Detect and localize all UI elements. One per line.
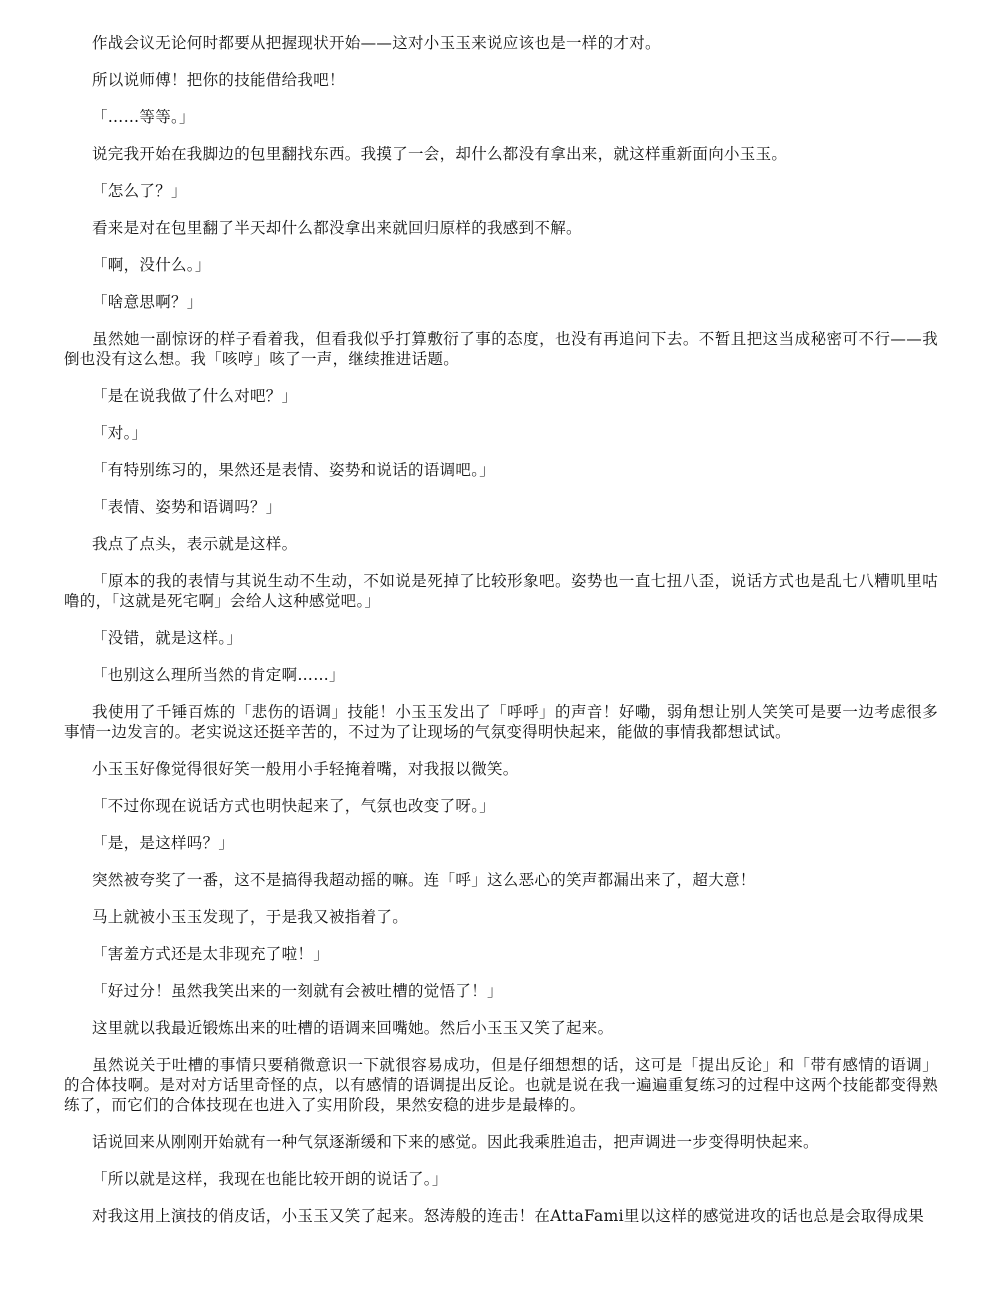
paragraph: 「原本的我的表情与其说生动不生动，不如说是死掉了比较形象吧。姿势也一直七扭八歪，说话方式也是乱七八糟叽里咕噜的，「这就是死宅啊」会给人这种感觉吧。」 bbox=[64, 572, 938, 610]
paragraph: 「是在说我做了什么对吧？」 bbox=[92, 387, 298, 405]
paragraph: 话说回来从刚刚开始就有一种气氛逐渐缓和下来的感觉。因此我乘胜追击，把声调进一步变得明快起来。 bbox=[92, 1133, 819, 1151]
paragraph: 「所以就是这样，我现在也能比较开朗的说话了。」 bbox=[92, 1170, 448, 1188]
paragraph: 「有特别练习的，果然还是表情、姿势和说话的语调吧。」 bbox=[92, 461, 496, 479]
paragraph: 马上就被小玉玉发现了，于是我又被指着了。 bbox=[92, 908, 409, 926]
paragraph: 这里就以我最近锻炼出来的吐槽的语调来回嘴她。然后小玉玉又笑了起来。 bbox=[92, 1019, 614, 1037]
paragraph: 「没错，就是这样。」 bbox=[92, 629, 243, 647]
paragraph: 看来是对在包里翻了半天却什么都没拿出来就回归原样的我感到不解。 bbox=[92, 219, 582, 237]
paragraph: 小玉玉好像觉得很好笑一般用小手轻掩着嘴，对我报以微笑。 bbox=[92, 760, 519, 778]
paragraph: 「好过分！虽然我笑出来的一刻就有会被吐槽的觉悟了！」 bbox=[92, 982, 503, 1000]
paragraph: 「啊，没什么。」 bbox=[92, 256, 211, 274]
paragraph: 「表情、姿势和语调吗？」 bbox=[92, 498, 282, 516]
paragraph: 突然被夸奖了一番，这不是搞得我超动摇的嘛。连「呼」这么恶心的笑声都漏出来了，超大意！ bbox=[92, 871, 756, 889]
paragraph: 「怎么了？」 bbox=[92, 182, 187, 200]
paragraph: 「害羞方式还是太非现充了啦！」 bbox=[92, 945, 330, 963]
paragraph: 虽然说关于吐槽的事情只要稍微意识一下就很容易成功，但是仔细想想的话，这可是「提出反论」和「带有感情的语调」的合体技啊。是对对方话里奇怪的点，以有感情的语调提出反论。也就是说在我一遍遍重复练习的过程中这两个技能都变得熟练了，而它们的合体技现在也进入了实用阶段，果然安稳的进步是最棒的。 bbox=[64, 1056, 938, 1114]
paragraph: 作战会议无论何时都要从把握现状开始——这对小玉玉来说应该也是一样的才对。 bbox=[92, 34, 661, 52]
paragraph: 所以说师傅！把你的技能借给我吧！ bbox=[92, 71, 345, 89]
paragraph: 「也别这么理所当然的肯定啊……」 bbox=[92, 666, 345, 684]
paragraph: 「是，是这样吗？」 bbox=[92, 834, 235, 852]
paragraph: 「……等等。」 bbox=[92, 108, 195, 126]
paragraph: 虽然她一副惊讶的样子看着我，但看我似乎打算敷衍了事的态度，也没有再追问下去。不暂且把这当成秘密可不行——我倒也没有这么想。我「咳哼」咳了一声，继续推进话题。 bbox=[64, 330, 938, 368]
paragraph: 对我这用上演技的俏皮话，小玉玉又笑了起来。怒涛般的连击！在AttaFami里以这样的感觉进攻的话也总是会取得成果 bbox=[92, 1207, 925, 1225]
paragraph: 我使用了千锤百炼的「悲伤的语调」技能！小玉玉发出了「呼呼」的声音！好嘞，弱角想让别人笑笑可是要一边考虑很多事情一边发言的。老实说这还挺辛苦的，不过为了让现场的气氛变得明快起来，能做的事情我都想试试。 bbox=[64, 703, 938, 741]
paragraph: 「不过你现在说话方式也明快起来了，气氛也改变了呀。」 bbox=[92, 797, 496, 815]
paragraph: 我点了点头，表示就是这样。 bbox=[92, 535, 298, 553]
paragraph: 说完我开始在我脚边的包里翻找东西。我摸了一会，却什么都没有拿出来，就这样重新面向小玉玉。 bbox=[92, 145, 788, 163]
paragraph: 「啥意思啊？」 bbox=[92, 293, 203, 311]
paragraph: 「对。」 bbox=[92, 424, 148, 442]
